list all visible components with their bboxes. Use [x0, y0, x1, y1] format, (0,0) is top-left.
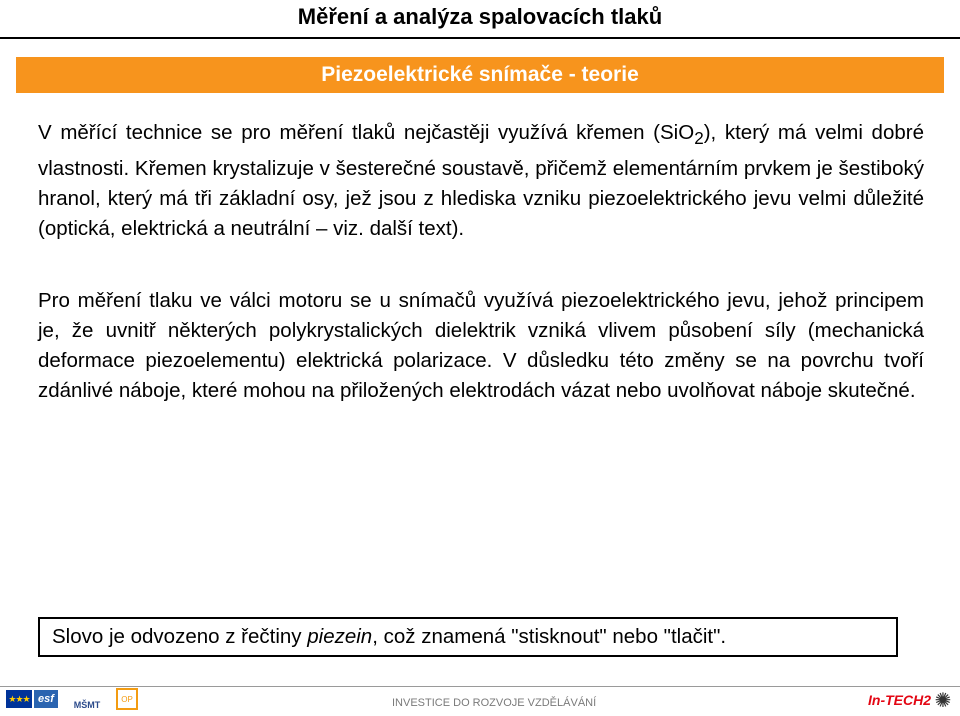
eu-flag-logo: ★★★: [6, 690, 32, 708]
paragraph-quartz-rest: ), který má velmi dobré vlastnosti. Křemen krystalizuje v šesterečné soustavě, přičemž elementárním prvkem je šestiboký hranol, který má tři základní osy, jež jsou z hlediska vzniku piezoelektrického jevu velmi důležité (optická, elektrická a neutrální – viz. další text).: [38, 121, 924, 241]
etymology-start: Slovo je odvozeno z řečtiny: [52, 625, 308, 648]
title-divider: [0, 37, 960, 39]
footer-divider: [0, 686, 960, 687]
footer-slogan: INVESTICE DO ROZVOJE VZDĚLÁVÁNÍ: [392, 697, 597, 709]
etymology-end: , což znamená "stisknout" nebo "tlačit".: [372, 625, 727, 648]
subscript-2: 2: [694, 129, 704, 149]
in-tech2-logo: In-TECH2: [868, 692, 931, 708]
etymology-greek-word: piezein: [307, 625, 373, 648]
paragraph-quartz: [38, 118, 924, 244]
etymology-box: [38, 617, 898, 657]
paragraph-piezo-effect: Pro měření tlaku ve válci motoru se u snímačů využívá piezoelektrického jevu, jehož principem je, že uvnitř některých polykrystalických dielektrik vzniká vlivem působení síly (mechanická deformace piezoelementu) elektrická polarizace. V důsledku této změny se na povrchu tvoří zdánlivé náboje, které mohou na přiložených elektrodách vázat nebo uvolňovat náboje skutečné.: [38, 289, 924, 402]
esf-logo: esf: [34, 690, 58, 708]
section-banner: [16, 57, 944, 93]
op-logo: OP: [116, 688, 138, 710]
swirl-logo-icon: ✺: [934, 690, 952, 712]
paragraph-quartz-start: V měřící technice se pro měření tlaků nejčastěji využívá křemen (SiO: [38, 121, 695, 144]
msmt-logo: MŠMT: [73, 700, 101, 710]
section-banner-label: Piezoelektrické snímače - teorie: [321, 63, 639, 86]
page-title: Měření a analýza spalovacích tlaků: [297, 4, 663, 29]
